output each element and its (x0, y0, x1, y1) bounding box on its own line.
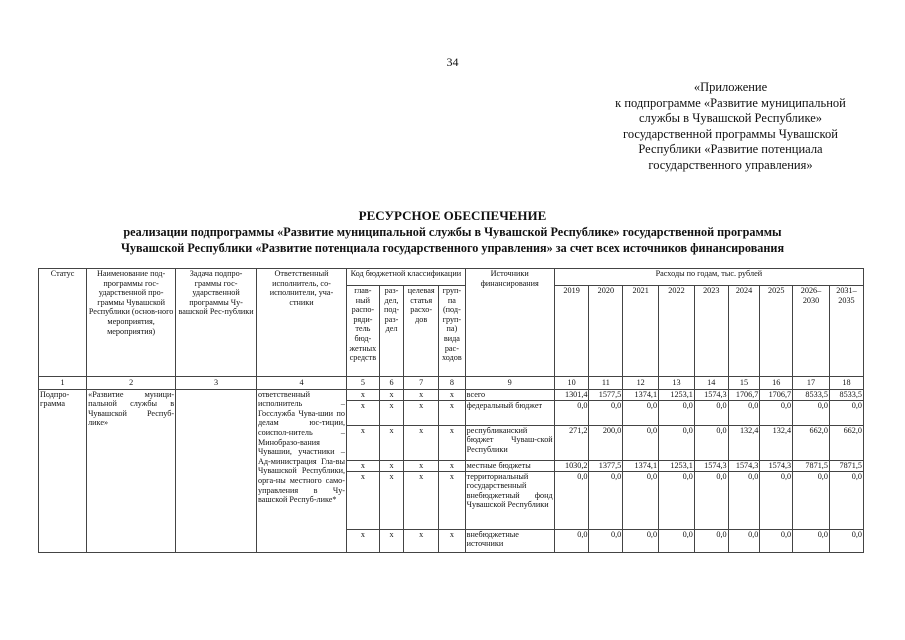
expense-value-cell: 0,0 (793, 400, 830, 425)
column-number: 8 (439, 377, 466, 390)
budget-code-cell: х (404, 529, 439, 552)
budget-code-cell: х (404, 389, 439, 400)
budget-code-cell: х (379, 400, 404, 425)
header-year: 2026–2030 (793, 286, 830, 377)
column-number: 9 (465, 377, 554, 390)
expense-value-cell: 1253,1 (659, 460, 695, 471)
expense-value-cell: 0,0 (793, 529, 830, 552)
header-bc-main: глав-ный распо-ряди-тель бюд-жетных средств (347, 286, 380, 377)
expense-value-cell: 132,4 (728, 425, 760, 460)
header-name: Наименование под-программы гос-ударственной про-граммы Чувашской Республики (основ-ного мероприятия, мероприятия) (87, 269, 176, 377)
expense-value-cell: 0,0 (694, 400, 728, 425)
expense-value-cell: 1253,1 (659, 389, 695, 400)
expense-value-cell: 0,0 (694, 529, 728, 552)
header-bc-section: раз-дел, под-раз-дел (379, 286, 404, 377)
source-cell: федеральный бюджет (465, 400, 554, 425)
expense-value-cell: 0,0 (659, 400, 695, 425)
expense-value-cell: 662,0 (829, 425, 863, 460)
column-number: 17 (793, 377, 830, 390)
expense-value-cell: 0,0 (554, 400, 589, 425)
expense-value-cell: 0,0 (793, 471, 830, 529)
budget-code-cell: х (379, 425, 404, 460)
expense-value-cell: 1577,5 (589, 389, 623, 400)
column-number: 18 (829, 377, 863, 390)
budget-code-cell: х (404, 400, 439, 425)
table-row (39, 389, 864, 400)
budget-code-cell: х (347, 471, 380, 529)
source-cell: местные бюджеты (465, 460, 554, 471)
expense-value-cell: 0,0 (623, 529, 659, 552)
budget-code-cell: х (347, 389, 380, 400)
appendix-line: Республики «Развитие потенциала (638, 142, 823, 156)
header-year: 2022 (659, 286, 695, 377)
expense-value-cell: 1377,5 (589, 460, 623, 471)
header-year: 2031–2035 (829, 286, 863, 377)
header-task: Задача подпро-граммы гос-ударственной программы Чу-вашской Рес-публики (176, 269, 257, 377)
expense-value-cell: 132,4 (760, 425, 793, 460)
expense-value-cell: 0,0 (760, 400, 793, 425)
document-subtitle-line: Чувашской Республики «Развитие потенциала государственного управления» за счет всех источников финансирования (120, 241, 785, 255)
expense-value-cell: 0,0 (728, 529, 760, 552)
column-number: 13 (659, 377, 695, 390)
source-cell: территориальный государственный внебюджетный фонд Чувашской Республики (465, 471, 554, 529)
budget-code-cell: х (439, 389, 466, 400)
page-number: 34 (446, 55, 459, 69)
header-year: 2025 (760, 286, 793, 377)
appendix-line: к подпрограмме «Развитие муниципальной (615, 95, 846, 110)
budget-code-cell: х (439, 460, 466, 471)
column-number-row (39, 377, 864, 390)
expense-value-cell: 0,0 (829, 400, 863, 425)
appendix-caption (558, 80, 903, 173)
expense-value-cell: 0,0 (659, 471, 695, 529)
source-cell: республиканский бюджет Чуваш-ской Республики (465, 425, 554, 460)
header-bc-group: груп-па (под-груп-па) вида рас-ходов (439, 286, 466, 377)
expense-value-cell: 0,0 (728, 400, 760, 425)
header-sources: Источники финансирования (465, 269, 554, 377)
budget-code-cell: х (347, 400, 380, 425)
expense-value-cell: 662,0 (793, 425, 830, 460)
expense-value-cell: 0,0 (623, 471, 659, 529)
budget-code-cell: х (379, 460, 404, 471)
responsible-cell: ответственный исполнитель – Госслужба Чува-шии по делам юс-тиции, соиспол-нитель – Минобразо-вания Чувашии, участники – Ад-министрация Гла-вы Чувашской Республики, орга-ны местного само-управления в Чу-вашской Респуб-лике* (256, 389, 346, 552)
expense-value-cell: 1030,2 (554, 460, 589, 471)
expense-value-cell: 0,0 (554, 529, 589, 552)
appendix-line: государственной программы Чувашской (623, 126, 838, 141)
column-number: 3 (176, 377, 257, 390)
column-number: 15 (728, 377, 760, 390)
expense-value-cell: 1301,4 (554, 389, 589, 400)
budget-code-cell: х (439, 425, 466, 460)
expense-value-cell: 7871,5 (829, 460, 863, 471)
header-year: 2021 (623, 286, 659, 377)
task-cell (176, 389, 257, 552)
column-number: 2 (87, 377, 176, 390)
column-number: 12 (623, 377, 659, 390)
budget-code-cell: х (404, 460, 439, 471)
expense-value-cell: 0,0 (728, 471, 760, 529)
expense-value-cell: 0,0 (659, 529, 695, 552)
header-expenses: Расходы по годам, тыс. рублей (554, 269, 863, 286)
budget-code-cell: х (347, 529, 380, 552)
budget-code-cell: х (439, 400, 466, 425)
budget-code-cell: х (379, 471, 404, 529)
status-cell: Подпро-грамма (39, 389, 87, 552)
expense-value-cell: 0,0 (760, 471, 793, 529)
expense-value-cell: 0,0 (694, 425, 728, 460)
expense-value-cell: 0,0 (623, 400, 659, 425)
appendix-line: государственного управления» (648, 157, 813, 172)
header-budget-code: Код бюджетной классификации (347, 269, 466, 286)
expense-value-cell: 0,0 (694, 471, 728, 529)
source-cell: внебюджетные источники (465, 529, 554, 552)
expense-value-cell: 1574,3 (728, 460, 760, 471)
budget-code-cell: х (347, 460, 380, 471)
expense-value-cell: 1706,7 (760, 389, 793, 400)
header-year: 2020 (589, 286, 623, 377)
header-year: 2023 (694, 286, 728, 377)
column-number: 6 (379, 377, 404, 390)
document-heading (0, 208, 905, 256)
appendix-line: «Приложение (693, 80, 768, 94)
expense-value-cell: 0,0 (829, 529, 863, 552)
resource-table (38, 268, 864, 553)
expense-value-cell: 0,0 (589, 400, 623, 425)
header-year: 2019 (554, 286, 589, 377)
expense-value-cell: 0,0 (589, 529, 623, 552)
document-title: РЕСУРСНОЕ ОБЕСПЕЧЕНИЕ (358, 208, 547, 223)
expense-value-cell: 1374,1 (623, 389, 659, 400)
expense-value-cell: 1574,3 (694, 460, 728, 471)
program-name-cell: «Развитие муници-пальной службы в Чувашской Респуб-лике» (87, 389, 176, 552)
appendix-line: службы в Чувашской Республике» (638, 111, 823, 125)
expense-value-cell: 0,0 (829, 471, 863, 529)
document-subtitle-line: реализации подпрограммы «Развитие муниципальной службы в Чувашской Республике» государственной программы (123, 225, 782, 239)
expense-value-cell: 1374,1 (623, 460, 659, 471)
header-bc-target: целевая статья расхо-дов (404, 286, 439, 377)
expense-value-cell: 1706,7 (728, 389, 760, 400)
header-status: Статус (39, 269, 87, 377)
header-year: 2024 (728, 286, 760, 377)
budget-code-cell: х (404, 471, 439, 529)
budget-code-cell: х (439, 529, 466, 552)
budget-code-cell: х (439, 471, 466, 529)
budget-code-cell: х (379, 389, 404, 400)
column-number: 5 (347, 377, 380, 390)
expense-value-cell: 1574,3 (760, 460, 793, 471)
source-cell: всего (465, 389, 554, 400)
budget-code-cell: х (379, 529, 404, 552)
expense-value-cell: 0,0 (623, 425, 659, 460)
column-number: 11 (589, 377, 623, 390)
column-number: 14 (694, 377, 728, 390)
header-responsible: Ответственный исполнитель, со-исполнители, уча-стники (256, 269, 346, 377)
expense-value-cell: 8533,5 (793, 389, 830, 400)
column-number: 1 (39, 377, 87, 390)
column-number: 7 (404, 377, 439, 390)
column-number: 4 (256, 377, 346, 390)
expense-value-cell: 0,0 (659, 425, 695, 460)
budget-code-cell: х (347, 425, 380, 460)
expense-value-cell: 0,0 (589, 471, 623, 529)
expense-value-cell: 0,0 (760, 529, 793, 552)
column-number: 16 (760, 377, 793, 390)
expense-value-cell: 1574,3 (694, 389, 728, 400)
header-row (39, 269, 864, 286)
column-number: 10 (554, 377, 589, 390)
expense-value-cell: 7871,5 (793, 460, 830, 471)
budget-code-cell: х (404, 425, 439, 460)
expense-value-cell: 271,2 (554, 425, 589, 460)
expense-value-cell: 200,0 (589, 425, 623, 460)
expense-value-cell: 0,0 (554, 471, 589, 529)
expense-value-cell: 8533,5 (829, 389, 863, 400)
